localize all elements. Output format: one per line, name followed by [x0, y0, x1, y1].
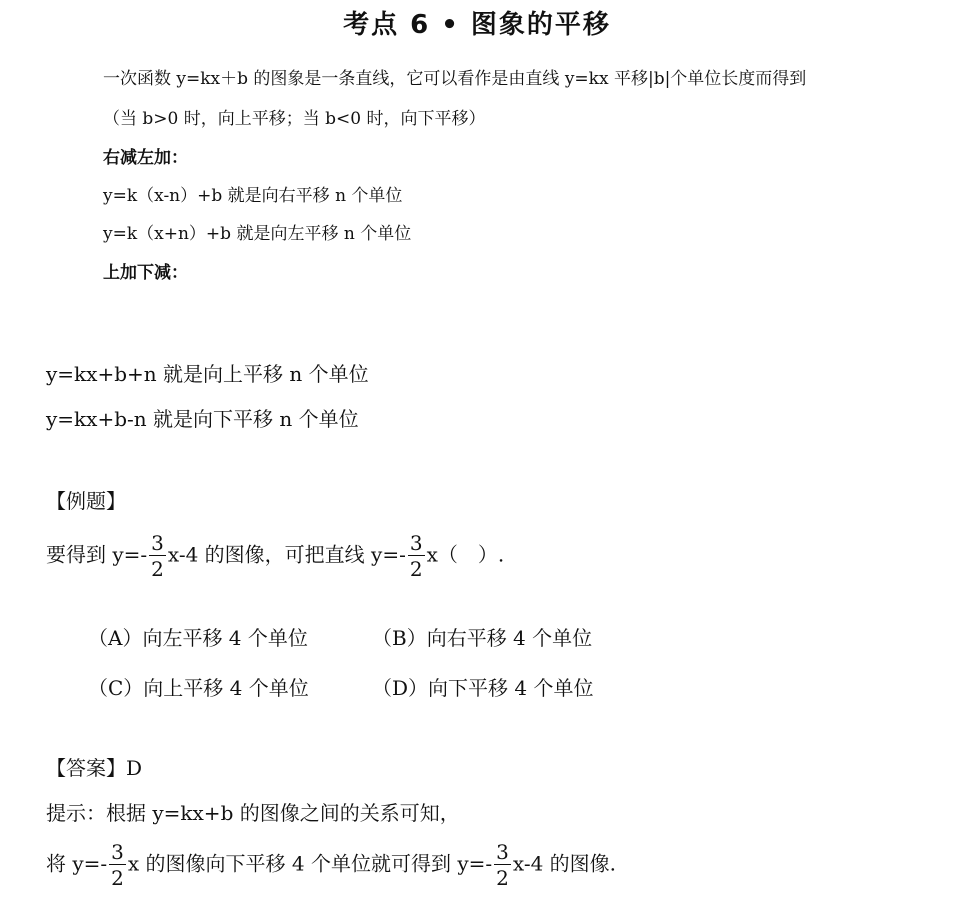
option-b: （B）向右平移 4 个单位 [372, 626, 593, 650]
question-text-2: x-4 的图像，可把直线 y=- [167, 542, 406, 567]
example-label: 【例题】 [46, 489, 126, 513]
option-a: （A）向左平移 4 个单位 [88, 626, 308, 650]
fraction-numerator: 3 [111, 840, 124, 864]
page-title: 考点 6 • 图象的平移 [343, 10, 611, 40]
question-text-1: 要得到 y=- [46, 542, 148, 567]
explanation-text-3: x-4 的图像. [512, 851, 617, 876]
intro-line-2: （当 b>0 时，向上平移；当 b<0 时，向下平移） [103, 109, 486, 129]
fraction-numerator: 3 [496, 840, 509, 864]
question-text-3: x（ ）. [426, 542, 505, 567]
fraction-denominator: 2 [496, 866, 509, 890]
answer-hint: 提示：根据 y=kx+b 的图像之间的关系可知， [46, 801, 460, 825]
explanation-text-2: x 的图像向下平移 4 个单位就可得到 y=- [127, 851, 493, 876]
example-question [46, 533, 504, 579]
option-c: （C）向上平移 4 个单位 [88, 676, 309, 700]
fraction [149, 533, 166, 579]
rule-down-shift: y=kx+b-n 就是向下平移 n 个单位 [46, 407, 359, 431]
rule-up-shift: y=kx+b+n 就是向上平移 n 个单位 [46, 362, 369, 386]
answer-label: 【答案】D [46, 756, 143, 780]
fraction [109, 842, 126, 888]
fraction-numerator: 3 [409, 531, 423, 555]
fraction-denominator: 2 [409, 557, 423, 581]
rule-horizontal-heading: 右减左加： [103, 148, 188, 168]
option-d: （D）向下平移 4 个单位 [372, 676, 594, 700]
fraction [408, 533, 425, 579]
fraction-denominator: 2 [151, 557, 164, 581]
rule-vertical-heading: 上加下减： [103, 263, 188, 283]
rule-left-shift: y=k（x+n）+b 就是向左平移 n 个单位 [103, 224, 412, 244]
fraction-denominator: 2 [111, 866, 124, 890]
intro-line-1: 一次函数 y=kx＋b 的图象是一条直线，它可以看作是由直线 y=kx 平移|b|个单位长度而得到 [103, 69, 807, 89]
explanation-text-1: 将 y=- [46, 851, 108, 876]
rule-right-shift: y=k（x-n）+b 就是向右平移 n 个单位 [103, 186, 403, 206]
fraction [494, 842, 511, 888]
answer-explanation [46, 842, 616, 888]
fraction-numerator: 3 [151, 531, 164, 555]
